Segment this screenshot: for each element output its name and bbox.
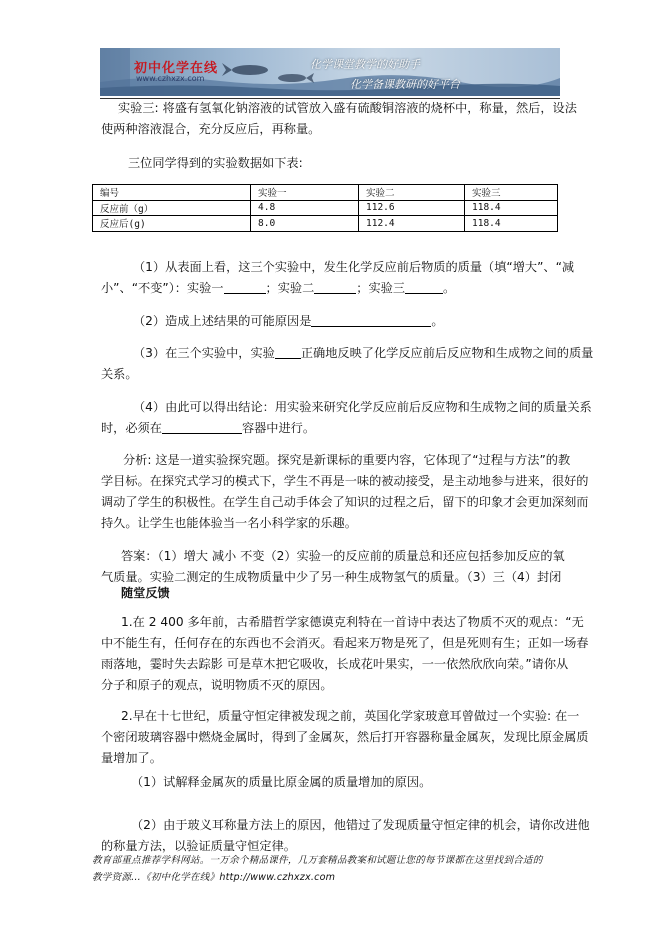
answer-blank — [275, 345, 301, 359]
q2-text-a: （2）造成上述结果的可能原因是 — [133, 314, 312, 328]
table-cell: 112.6 — [359, 200, 465, 216]
question3-line2: 关系。 — [101, 367, 138, 381]
feedback-q1-line3: 雨落地，霎时失去踪影 可是草木把它吸收，长成花叶果实，一一依然欣欣向荣。”请你从 — [101, 657, 569, 671]
feedback-q2-line2: 个密闭玻璃容器中燃烧金属时，得到了金属灰，然后打开容器称量金属灰，发现比原金属质 — [101, 730, 589, 744]
table-header-cell: 实验三 — [465, 185, 558, 201]
data-table — [92, 184, 558, 232]
experiment3-line2: 使两种溶液混合，充分反应后，再称量。 — [101, 122, 321, 136]
table-cell: 112.4 — [359, 216, 465, 232]
feedback-q1-line2: 中不能生有，任何存在的东西也不会消灭。看起来万物是死了，但是死则有生；正如一场春 — [101, 636, 589, 650]
answer-blank — [405, 280, 443, 294]
banner-slogan-1: 化学课堂教学的好助手 — [310, 58, 420, 71]
answer-blank — [314, 280, 356, 294]
feedback-q2-sub1: （1）试解释金属灰的质量比原金属的质量增加的原因。 — [131, 775, 432, 789]
table-header-cell: 实验一 — [251, 185, 359, 201]
experiment3-line1: 实验三: 将盛有氢氧化钠溶液的试管放入盛有硫酸铜溶液的烧杯中，称量，然后，设法 — [118, 101, 577, 115]
analysis-line3: 调动了学生的积极性。在学生自己动手体会了知识的过程之后，留下的印象才会更加深刻而 — [101, 495, 589, 509]
table-row — [93, 200, 558, 216]
table-cell: 118.4 — [465, 216, 558, 232]
feedback-q2-sub2-line2: 的称量方法，以验证质量守恒定律。 — [101, 839, 296, 853]
banner-slogan-2: 化学备课教研的好平台 — [350, 78, 460, 91]
table-cell: 反应前（g） — [93, 200, 251, 216]
analysis-line1: 分析: 这是一道实验探究题。探究是新课标的重要内容，它体现了“过程与方法”的教 — [123, 453, 571, 467]
table-cell: 118.4 — [465, 200, 558, 216]
feedback-q2-sub2-line1: （2）由于玻义耳称量方法上的原因，他错过了发现质量守恒定律的机会，请你改进他 — [131, 818, 590, 832]
q2-text-b: 。 — [431, 314, 444, 328]
table-cell: 4.8 — [251, 200, 359, 216]
feedback-q1-line1: 1.在 2 400 多年前，古希腊哲学家德谟克利特在一首诗中表达了物质不灭的观点：“无 — [121, 615, 584, 629]
header-banner — [100, 48, 560, 96]
feedback-q1-line4: 分子和原子的观点，说明物质不灭的原因。 — [101, 678, 333, 692]
q1-text-d: 。 — [443, 281, 456, 295]
answer-line1: 答案：（1）增大 减小 不变（2）实验一的反应前的质量总和还应包括参加反应的氧 — [121, 549, 565, 563]
table-header-cell: 实验二 — [359, 185, 465, 201]
answer-blank — [311, 313, 431, 327]
question1-line2 — [101, 278, 455, 300]
logo-text: 初中化学在线 — [134, 61, 219, 76]
footer-line2: 教学资源…《初中化学在线》http://www.czhxzx.com — [92, 872, 336, 883]
q1-text-c: ；实验三 — [356, 281, 406, 295]
answer-blank — [224, 280, 266, 294]
answer-blank — [162, 420, 242, 434]
feedback-q2-line3: 量增加了。 — [101, 751, 162, 765]
feedback-q2-line1: 2.早在十七世纪，质量守恒定律被发现之前，英国化学家玻意耳曾做过一个实验: 在一 — [121, 709, 580, 723]
table-row — [93, 216, 558, 232]
analysis-line2: 学目标。在探究式学习的模式下，学生不再是一味的被动接受，是主动地参与进来，很好的 — [101, 474, 589, 488]
q1-text-a: 小”、“不变”）：实验一 — [101, 281, 224, 295]
question1-line1: （1）从表面上看，这三个实验中，发生化学反应前后物质的质量（填“增大”、“减 — [133, 260, 575, 274]
table-header-cell: 编号 — [93, 185, 251, 201]
question3-line1 — [133, 343, 593, 365]
q4-text-b: 容器中进行。 — [241, 421, 316, 435]
q3-text-b: 正确地反映了化学反应前后反应物和生成物之间的质量 — [300, 346, 594, 360]
question4-line2 — [101, 418, 315, 440]
table-cell: 8.0 — [251, 216, 359, 232]
analysis-line4: 持久。让学生也能体验当一名小科学家的乐趣。 — [101, 516, 357, 530]
question4-line1: （4）由此可以得出结论：用实验来研究化学反应前后反应物和生成物之间的质量关系 — [133, 400, 592, 414]
answer-line2: 气质量。实验二测定的生成物质量中少了另一种生成物氢气的质量。（3）三（4）封闭 — [101, 570, 562, 584]
table-intro: 三位同学得到的实验数据如下表: — [128, 156, 303, 170]
q4-text-a: 时，必须在 — [101, 421, 162, 435]
table-header-row — [93, 185, 558, 201]
footer-line1: 教育部重点推荐学科网站。一万余个精品课件，几万套精品教案和试题让您的每节课都在这里找到合适的 — [92, 855, 543, 866]
q3-text-a: （3）在三个实验中，实验 — [133, 346, 275, 360]
q1-text-b: ；实验二 — [265, 281, 315, 295]
logo-url: www.czhxzx.com — [136, 74, 205, 83]
question2 — [133, 311, 444, 333]
section-title: 随堂反馈 — [121, 586, 170, 600]
table-cell: 反应后(g) — [93, 216, 251, 232]
